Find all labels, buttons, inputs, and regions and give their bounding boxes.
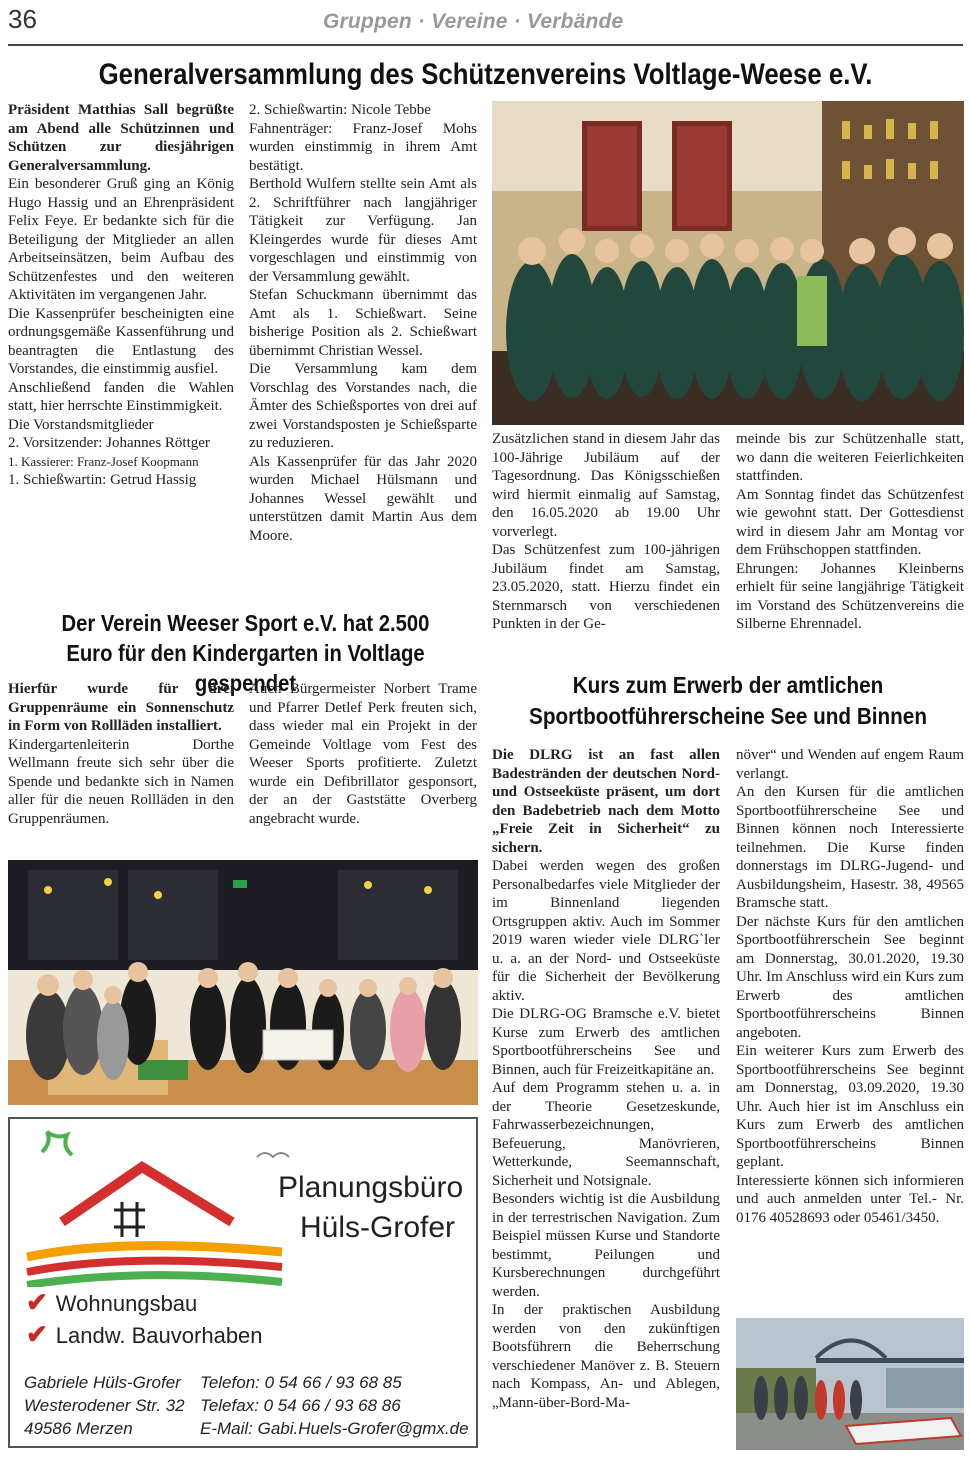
article3-paragraph: Auf dem Programm stehen u. a. in der Theorie Gesetzeskunde, Fahrwasserbezeichnungen, Befeuerung, Manövrieren, Wetterkunde, Seemannschaft, Sicherheit und Notsignale. xyxy=(492,1080,720,1189)
article1-paragraph: Fahnenträger: Franz-Josef Mohs wurden einstimmig in ihrem Amt bestätigt. xyxy=(249,120,477,174)
donation-photo-svg xyxy=(8,860,478,1105)
ad-email: E-Mail: Gabi.Huels-Grofer@gmx.de xyxy=(200,1419,469,1438)
ad-address xyxy=(24,1371,185,1440)
article3-paragraph: Dabei werden wegen des großen Personalbedarfes viele Mitglieder der im Binnenland liegenden Ortsgruppen aktiv. Auch im Sommer 2019 waren wieder viele DLRG`ler u. a. an der Nord- und Ostseeküste für die Sicherheit der Bevölkerung aktiv. xyxy=(492,858,720,1004)
article1-paragraph: Berthold Wulfern stellte sein Amt als 2. Schriftführer nach langjähriger Tätigkeit zur Verfügung. Jan Kleingerdes wurde für dieses Amt vorgeschlagen und einstimmig von der Versammlung gewählt. xyxy=(249,176,477,285)
article1-col3 xyxy=(492,430,720,634)
article3-paragraph: In der praktischen Ausbildung werden von den zukünftigen Bootsführern die Beherrschung verschiedener Manöver z. B. Steuern nach Kompass, An- und Ablegen, „Mann-über-Bord-Ma- xyxy=(492,1302,720,1411)
article3-paragraph: Die DLRG-OG Bramsche e.V. bietet Kurse zum Erwerb des amtlichen Sportbootführerscheins See und Binnen, auch für Freizeitkapitäne an. xyxy=(492,1006,720,1078)
article3-headline: Kurs zum Erwerb der amtlichen Sportbootführerscheine See und Binnen xyxy=(529,672,927,729)
article1-headline: Generalversammlung des Schützenvereins Voltlage-Weese e.V. xyxy=(98,58,873,91)
kindergarten-donation-photo xyxy=(8,860,478,1105)
article3-paragraph: Besonders wichtig ist die Ausbildung in der terrestrischen Navigation. Zum Beispiel müssen Kurse und Standorte bestimmt, Peilungen und Kursberechnungen durchgeführt werden. xyxy=(492,1191,720,1300)
checkmark-icon: ✔ xyxy=(26,1287,48,1317)
ad-title-line2: Hüls-Grofer xyxy=(300,1211,456,1244)
boat-photo-svg xyxy=(736,1318,964,1450)
article1-col2 xyxy=(249,101,477,545)
planungsbuero-ad xyxy=(8,1117,478,1448)
article3-paragraph: növer“ und Wenden auf engem Raum verlangt. xyxy=(736,747,964,782)
ad-service-item xyxy=(26,1287,197,1318)
ad-street: Westerodener Str. 32 xyxy=(24,1396,185,1415)
dlrg-boat-photo xyxy=(736,1318,964,1450)
article1-lead: Präsident Matthias Sall begrüßte am Abend alle Schützinnen und Schützen zur diesjährigen Generalversammlung. xyxy=(8,102,234,174)
group-photo-svg xyxy=(492,101,964,425)
article3-paragraph: Der nächste Kurs für den amtlichen Sportbootführerschein See beginnt am Donnerstag, 30.01.2020, 19.30 Uhr. Im Anschluss wird ein Kurs zum Erwerb des amtlichen Sportbootführerscheins Binnen angeboten. xyxy=(736,913,964,1041)
board-member: 1. Kassierer: Franz-Josef Koopmann xyxy=(8,453,199,469)
article1-paragraph: Als Kassenprüfer für das Jahr 2020 wurden Michael Hülsmann und Johannes Wessel gewählt und unterstützen damit Martin Aus dem Moore. xyxy=(249,453,477,544)
checkmark-icon: ✔ xyxy=(26,1319,48,1349)
article1-paragraph: Ehrungen: Johannes Kleinberns erhielt für seine langjährige Tätigkeit im Vorstand des Schützenvereins die Silberne Ehrennadel. xyxy=(736,560,964,632)
ad-fax: Telefax: 0 54 66 / 93 68 86 xyxy=(200,1396,401,1415)
article2-headline: Der Verein Weeser Sport e.V. hat 2.500 Euro für den Kindergarten in Voltlage gespendet xyxy=(61,610,430,696)
article1-paragraph: Am Sonntag findet das Schützenfest wie gewohnt statt. Der Gottesdienst wird in diesem Jahr am Montag vor dem Frühschoppen stattfinden. xyxy=(736,486,964,558)
article3-col2 xyxy=(736,746,964,1227)
running-head: Gruppen · Vereine · Verbände xyxy=(323,10,624,33)
ad-service-item xyxy=(26,1319,263,1350)
article1-paragraph: Stefan Schuckmann übernimmt das Amt als 1. Schießwart. Seine bisherige Position als 2. Schießwart übernimmt Christian Wessel. xyxy=(249,287,477,359)
article3-paragraph: An den Kursen für die amtlichen Sportbootführerscheine See und Binnen können noch Interessierte teilnehmen. Die Kurse finden donnerstags im DLRG-Jugend- und Ausbildungsheim, Hasestr. 38, 49565 Bramsche statt. xyxy=(736,784,964,911)
ad-contact-info xyxy=(200,1371,469,1440)
article1-paragraph: Die Kassenprüfer bescheinigten eine ordnungsgemäße Kassenführung und beantragten die Entlastung des Vorstandes, die einstimmig ausfiel. xyxy=(8,305,234,377)
article1-paragraph: Anschließend fanden die Wahlen statt, hier herrschte Einstimmigkeit. xyxy=(8,379,234,414)
ad-name: Gabriele Hüls-Grofer xyxy=(24,1373,181,1392)
article1-paragraph: meinde bis zur Schützenhalle statt, wo dann die weiteren Feierlichkeiten stattfinden. xyxy=(736,431,964,484)
article2-paragraph: Auch Bürgermeister Norbert Trame und Pfarrer Detlef Perk freuten sich, dass wieder mal ein Projekt in der Gemeinde Voltlage vom Fest des Weeser Sports profitierte. Zuletzt wurde ein Defibrillator gesponsort, der an der Gaststätte Overberg angebracht wurde. xyxy=(249,681,477,827)
ad-city: 49586 Merzen xyxy=(24,1419,133,1438)
house-logo-icon xyxy=(22,1127,292,1287)
article1-col4 xyxy=(736,430,964,634)
header-rule xyxy=(8,44,963,46)
article3-paragraph: Interessierte können sich informieren und auch anmelden unter Tel.- Nr. 0176 40528693 oder 05461/3450. xyxy=(736,1172,964,1226)
article2-col2 xyxy=(249,680,477,828)
ad-service-label: Wohnungsbau xyxy=(55,1291,198,1316)
article2-lead: Hierfür wurde für drei Gruppenräume ein Sonnenschutz in Form von Rollläden installiert. xyxy=(8,681,234,734)
article1-paragraph: Die Vorstandsmitglieder xyxy=(8,416,154,433)
ad-title-line1: Planungsbüro xyxy=(278,1171,464,1204)
article1-paragraph: Ein besonderer Gruß ging an König Hugo Hassig und an Ehrenpräsident Felix Feye. Er bedankte sich für die Beteiligung der Mitglieder an allen Arbeitseinsätzen, beim Aufbau des Schützenfestes und den weiteren Aktivitäten im vergangenen Jahr. xyxy=(8,176,234,303)
article1-paragraph: Die Versammlung kam dem Vorschlag des Vorstandes nach, die Ämter des Schießsportes von drei auf zwei Vorstandsposten je Schießsparte zu reduzieren. xyxy=(249,361,477,451)
article1-paragraph: Zusätzlichen stand in diesem Jahr das 100-Jährige Jubiläum auf der Tagesordnung. Das Königsschießen wird hiermit einmalig auf Samstag, den 16.05.2020 ab 19.00 Uhr vorverlegt. xyxy=(492,431,720,540)
article3-col1 xyxy=(492,746,720,1412)
board-member: 1. Schießwartin: Getrud Hassig xyxy=(8,472,197,488)
article2-paragraph: Kindergartenleiterin Dorthe Wellmann freute sich sehr über die Spende und bedankte sich in Namen aller für die neuen Rollläden in den Gruppenräumen. xyxy=(8,736,234,827)
board-member: 2. Vorsitzender: Johannes Röttger xyxy=(8,435,210,451)
board-member: 2. Schießwartin: Nicole Tebbe xyxy=(249,102,431,118)
ad-service-label: Landw. Bauvorhaben xyxy=(55,1323,263,1348)
schuetzenverein-group-photo xyxy=(492,101,964,425)
article3-paragraph: Ein weiterer Kurs zum Erwerb des Sportbootführerscheins See beginnt am Donnerstag, 03.09.2020, 19.30 Uhr. Auch hier ist im Anschluss ein Kurs zum Erwerb des amtlichen Sportbootführerscheins Binnen geplant. xyxy=(736,1043,964,1170)
ad-phone: Telefon: 0 54 66 / 93 68 85 xyxy=(200,1373,402,1392)
page-number: 36 xyxy=(8,4,37,34)
article2-col1 xyxy=(8,680,234,828)
article1-paragraph: Das Schützenfest zum 100-jährigen Jubiläum findet am Samstag, 23.05.2020, statt. Hierzu findet ein Sternmarsch von verschiedenen Punkten in der Ge- xyxy=(492,542,720,632)
article1-col1 xyxy=(8,101,234,490)
article3-lead: Die DLRG ist an fast allen Badestränden der deutschen Nord- und Ostseeküste präsent, um dort den Badebetrieb nach dem Motto „Freie Zeit in Sicherheit“ zu sichern. xyxy=(492,747,720,856)
